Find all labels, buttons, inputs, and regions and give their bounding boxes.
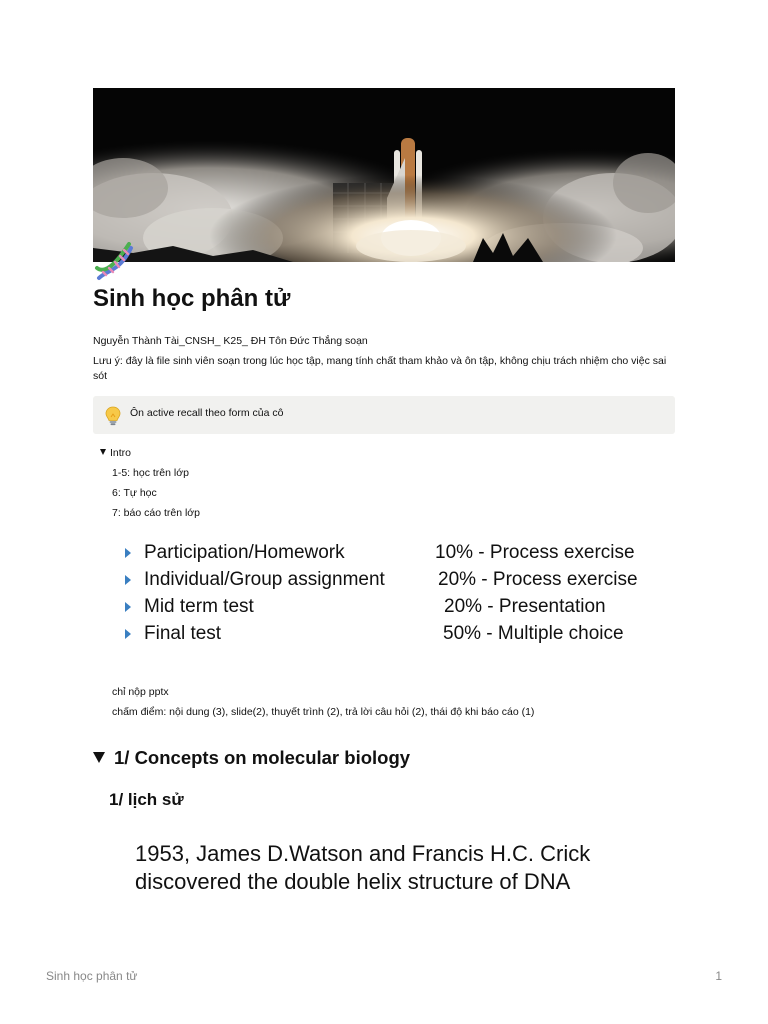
toggle-open-icon[interactable] xyxy=(100,449,106,455)
dna-icon xyxy=(93,242,137,282)
intro-line: 6: Tự học xyxy=(112,487,157,499)
page-number: 1 xyxy=(715,969,722,983)
intro-after-line: chỉ nộp pptx xyxy=(112,686,169,698)
grading-weight: 20% - Presentation xyxy=(444,596,606,617)
grading-item: Participation/Homework xyxy=(144,542,345,563)
history-subheading: 1/ lịch sử xyxy=(109,790,184,809)
intro-line: 1-5: học trên lớp xyxy=(112,467,189,479)
grading-row xyxy=(125,621,675,648)
slide-text-line: 1953, James D.Watson and Francis H.C. Crick xyxy=(135,841,591,866)
lightbulb-icon xyxy=(104,406,122,426)
slide-text-line: discovered the double helix structure of DNA xyxy=(135,869,571,894)
cover-image xyxy=(93,88,675,262)
toggle-open-icon[interactable] xyxy=(93,752,105,763)
grading-row xyxy=(125,540,675,567)
grading-weight: 10% - Process exercise xyxy=(435,542,635,563)
footer-title: Sinh học phân tử xyxy=(46,969,138,983)
author-line: Nguyễn Thành Tài_CNSH_ K25_ ĐH Tôn Đức Thắng soạn xyxy=(93,335,368,347)
grading-item: Individual/Group assignment xyxy=(144,569,385,590)
callout-box xyxy=(93,396,675,434)
grading-row xyxy=(125,594,675,621)
grading-row xyxy=(125,567,675,594)
disclaimer-note: Lưu ý: đây là file sinh viên soạn trong lúc học tập, mang tính chất tham khảo và ôn tập, không chịu trách nhiệm cho việc sai sót xyxy=(93,355,667,382)
dna-history-slide xyxy=(135,840,675,896)
grading-item: Final test xyxy=(144,623,222,644)
bullet-icon xyxy=(125,575,131,585)
bullet-icon xyxy=(125,629,131,639)
intro-toggle-label: Intro xyxy=(110,447,132,459)
section-1-heading: 1/ Concepts on molecular biology xyxy=(114,747,411,768)
bullet-icon xyxy=(125,548,131,558)
page-title: Sinh học phân tử xyxy=(93,285,291,312)
grading-item: Mid term test xyxy=(144,596,254,617)
grading-weight: 50% - Multiple choice xyxy=(443,623,624,644)
grading-weight: 20% - Process exercise xyxy=(438,569,638,590)
intro-after-line: chấm điểm: nội dung (3), slide(2), thuyết trình (2), trả lời câu hỏi (2), thái độ khi báo cáo (1) xyxy=(112,706,535,718)
section-1-toggle[interactable] xyxy=(93,747,410,769)
callout-text: Ôn active recall theo form của cô xyxy=(130,407,284,419)
bullet-icon xyxy=(125,602,131,612)
intro-toggle[interactable] xyxy=(100,447,131,459)
grading-table xyxy=(125,540,675,648)
intro-line: 7: báo cáo trên lớp xyxy=(112,507,201,519)
